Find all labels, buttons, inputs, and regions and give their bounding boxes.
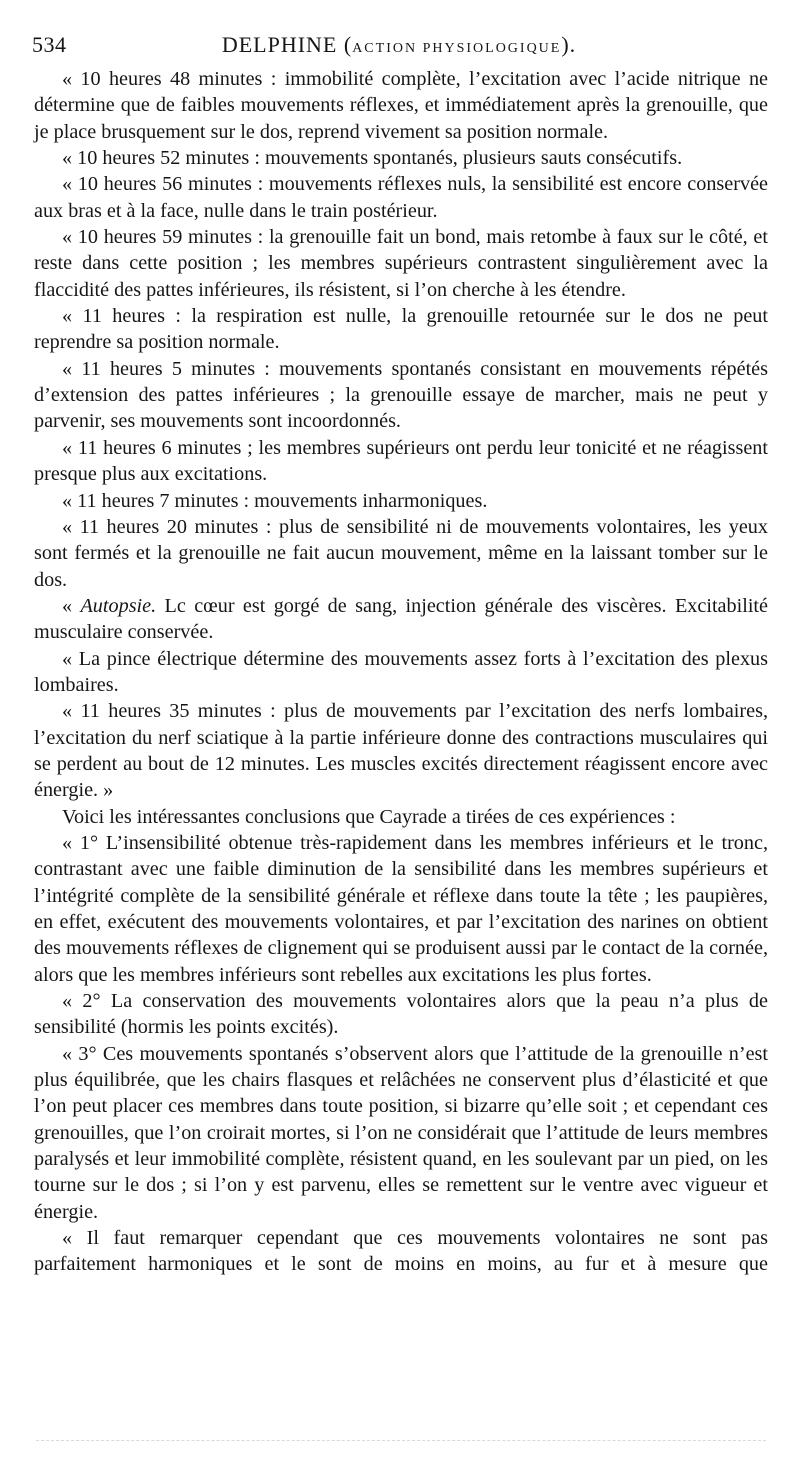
bleed-through-line	[36, 1440, 766, 1445]
autopsie-text: Lc cœur est gorgé de sang, injection générale des viscères. Excitabilité musculaire conservée.	[34, 594, 769, 644]
paragraph-conclusion-2: « 2° La conservation des mouvements volontaires alors que la peau n’a plus de sensibilité (hormis les points excités).	[34, 990, 768, 1039]
paragraph-conclusion-3: « 3° Ces mouvements spontanés s’observent alors que l’attitude de la grenouille n’est plus équilibrée, que les chairs flasques et relâchées ne conservent plus d’élasticité et que l’on peut placer ces membres dans toute position, si bizarre qu’elle soit ; et cependant ces grenouilles, que l’on croirait mortes, si l’on ne considérait que l’attitude de leurs membres paralysés et leur immobilité complète, résistent quand, en les soulevant par un pied, on les tourne sur le dos ; si l’on y est parvenu, elles se remettent sur le ventre avec vigueur et énergie.	[34, 1042, 768, 1223]
paragraph-pince-electrique: « La pince électrique détermine des mouvements assez forts à l’excitation des plexus lombaires.	[34, 647, 768, 696]
paragraph-11h05: « 11 heures 5 minutes : mouvements spontanés consistant en mouvements répétés d’extension des pattes inférieures ; la grenouille essaye de marcher, mais ne peut y parvenir, ses mouvements sont incoordonnés.	[34, 357, 768, 433]
page-number: 534	[32, 32, 67, 57]
paragraph-10h56: « 10 heures 56 minutes : mouvements réflexes nuls, la sensibilité est encore conservée aux bras et à la face, nulle dans le train postérieur.	[34, 173, 768, 222]
paragraph-conclusions-intro: Voici les intéressantes conclusions que Cayrade a tirées de ces expériences :	[62, 805, 676, 828]
page-header	[28, 26, 770, 62]
paragraph-11h35: « 11 heures 35 minutes : plus de mouvements par l’excitation des nerfs lombaires, l’excitation du nerf sciatique à la partie inférieure donne des contractions musculaires qui se perdent au bout de 12 minutes. Les muscles excités directement réagissent encore avec énergie. »	[34, 700, 768, 802]
paragraph-11h20: « 11 heures 20 minutes : plus de sensibilité ni de mouvements volontaires, les yeux sont fermés et la grenouille ne fait aucun mouvement, même en la laissant tomber sur le dos.	[34, 515, 768, 591]
running-title-end: ).	[561, 32, 577, 57]
paragraph-11h07: « 11 heures 7 minutes : mouvements inharmoniques.	[62, 489, 488, 512]
paragraph-10h48: « 10 heures 48 minutes : immobilité complète, l’excitation avec l’acide nitrique ne détermine que de faibles mouvements réflexes, et immédiatement après la grenouille, que je place brusquement sur le dos, reprend vivement sa position normale.	[34, 68, 768, 143]
running-title-subtitle: ACTION PHYSIOLOGIQUE	[352, 41, 562, 56]
paragraph-10h52: « 10 heures 52 minutes : mouvements spontanés, plusieurs sauts consécutifs.	[62, 147, 683, 170]
paragraph-conclusion-1: « 1° L’insensibilité obtenue très-rapidement dans les membres inférieurs et le tronc, contrastant avec une faible diminution de la sensibilité dans les membres supérieurs et l’intégrité complète de la sensibilité générale et réflexe dans toute la tête ; les paupières, en effet, exécutent des mouvements volontaires, et par l’excitation des narines on obtient des mouvements réflexes de clignement qui se produisent aussi par le contact de la cornée, alors que les membres inférieurs sont rebelles aux excitations les plus fortes.	[34, 831, 768, 986]
running-title-main: DELPHINE (	[221, 32, 353, 57]
paragraph-11h06: « 11 heures 6 minutes ; les membres supérieurs ont perdu leur tonicité et ne réagissent presque plus aux excitations.	[34, 436, 768, 486]
paragraph-final: « Il faut remarquer cependant que ces mouvements volontaires ne sont pas parfaitement harmoniques et le sont de moins en moins, au fur et à mesure que	[34, 1227, 768, 1276]
paragraph-10h59: « 10 heures 59 minutes : la grenouille fait un bond, mais retombe à faux sur le côté, et reste dans cette position ; les membres supérieurs contrastent singulièrement avec la flaccidité des pattes inférieures, ils résistent, si l’on cherche à les étendre.	[34, 226, 768, 301]
paragraph-autopsie: « Autopsie. Lc cœur est gorgé de sang, injection générale des viscères. Excitabilité musculaire conservée.	[34, 594, 769, 644]
running-title	[28, 32, 770, 58]
autopsie-label: Autopsie.	[80, 594, 157, 617]
body-text	[34, 66, 768, 1278]
paragraph-11h: « 11 heures : la respiration est nulle, la grenouille retournée sur le dos ne peut reprendre sa position normale.	[34, 305, 768, 354]
